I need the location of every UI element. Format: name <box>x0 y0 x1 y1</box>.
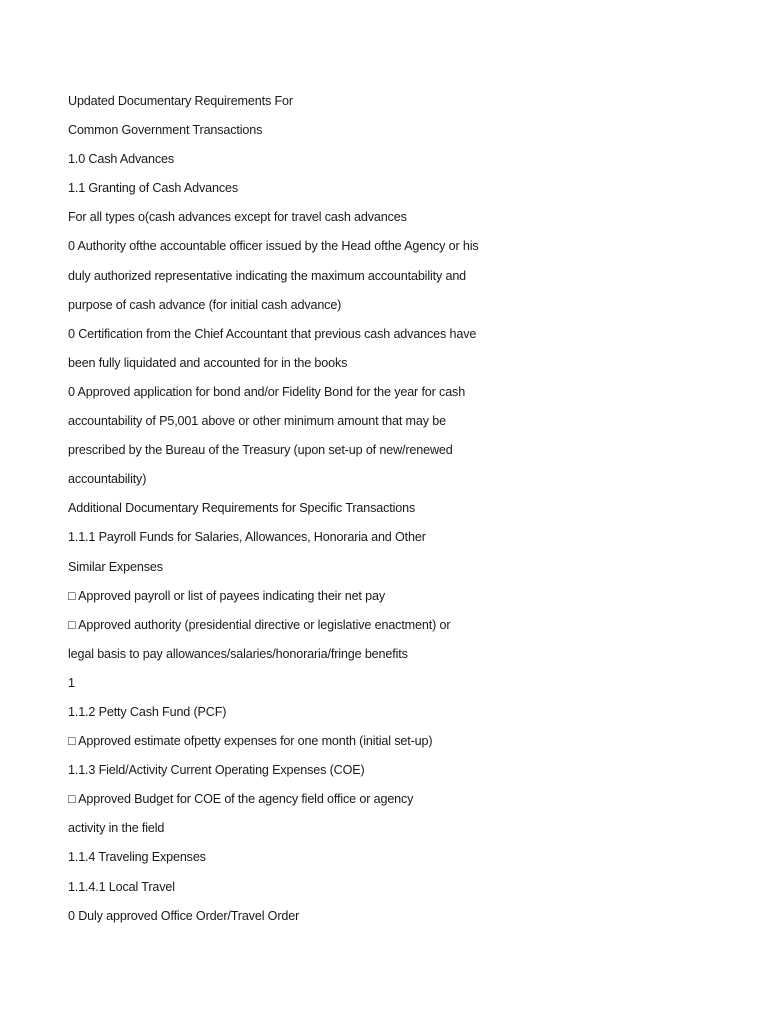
subsection-heading-petty-cash: 1.1.2 Petty Cash Fund (PCF) <box>68 704 227 719</box>
text-line: 0 Authority ofthe accountable officer issued by the Head ofthe Agency or his <box>68 239 479 254</box>
text-line: activity in the field <box>68 821 165 836</box>
text-line: accountability of P5,001 above or other minimum amount that may be <box>68 414 446 429</box>
text-line: prescribed by the Bureau of the Treasury (upon set-up of new/renewed <box>68 443 453 458</box>
text-line: duly authorized representative indicating the maximum accountability and <box>68 268 467 283</box>
document-body <box>68 93 728 937</box>
page-number: 1 <box>68 675 75 690</box>
checklist-item: □ Approved payroll or list of payees indicating their net pay <box>68 588 385 603</box>
text-line: purpose of cash advance (for initial cash advance) <box>68 297 342 312</box>
subsection-heading-local-travel: 1.1.4.1 Local Travel <box>68 879 175 894</box>
text-line: For all types o(cash advances except for travel cash advances <box>68 210 407 225</box>
document-title-line-1: Updated Documentary Requirements For <box>68 94 293 108</box>
text-line: Similar Expenses <box>68 559 163 574</box>
checklist-item: □ Approved Budget for COE of the agency field office or agency <box>68 792 414 807</box>
checklist-item: □ Approved estimate ofpetty expenses for one month (initial set-up) <box>68 734 433 749</box>
subsection-heading-traveling-expenses: 1.1.4 Traveling Expenses <box>68 850 206 865</box>
text-line: 0 Duly approved Office Order/Travel Order <box>68 908 300 923</box>
text-line: legal basis to pay allowances/salaries/honoraria/fringe benefits <box>68 646 408 661</box>
subsection-heading-field-activity: 1.1.3 Field/Activity Current Operating Expenses (COE) <box>68 763 365 778</box>
document-title-line-2: Common Government Transactions <box>68 123 263 138</box>
section-heading-additional-requirements: Additional Documentary Requirements for Specific Transactions <box>68 501 416 516</box>
subsection-heading-granting: 1.1 Granting of Cash Advances <box>68 181 238 196</box>
text-line: 0 Certification from the Chief Accountant that previous cash advances have <box>68 326 477 341</box>
subsection-heading-payroll-funds: 1.1.1 Payroll Funds for Salaries, Allowances, Honoraria and Other <box>68 530 426 545</box>
text-line: been fully liquidated and accounted for in the books <box>68 355 348 370</box>
section-heading-cash-advances: 1.0 Cash Advances <box>68 152 174 167</box>
checklist-item: □ Approved authority (presidential directive or legislative enactment) or <box>68 617 451 632</box>
text-line: accountability) <box>68 472 147 487</box>
text-line: 0 Approved application for bond and/or Fidelity Bond for the year for cash <box>68 384 466 399</box>
